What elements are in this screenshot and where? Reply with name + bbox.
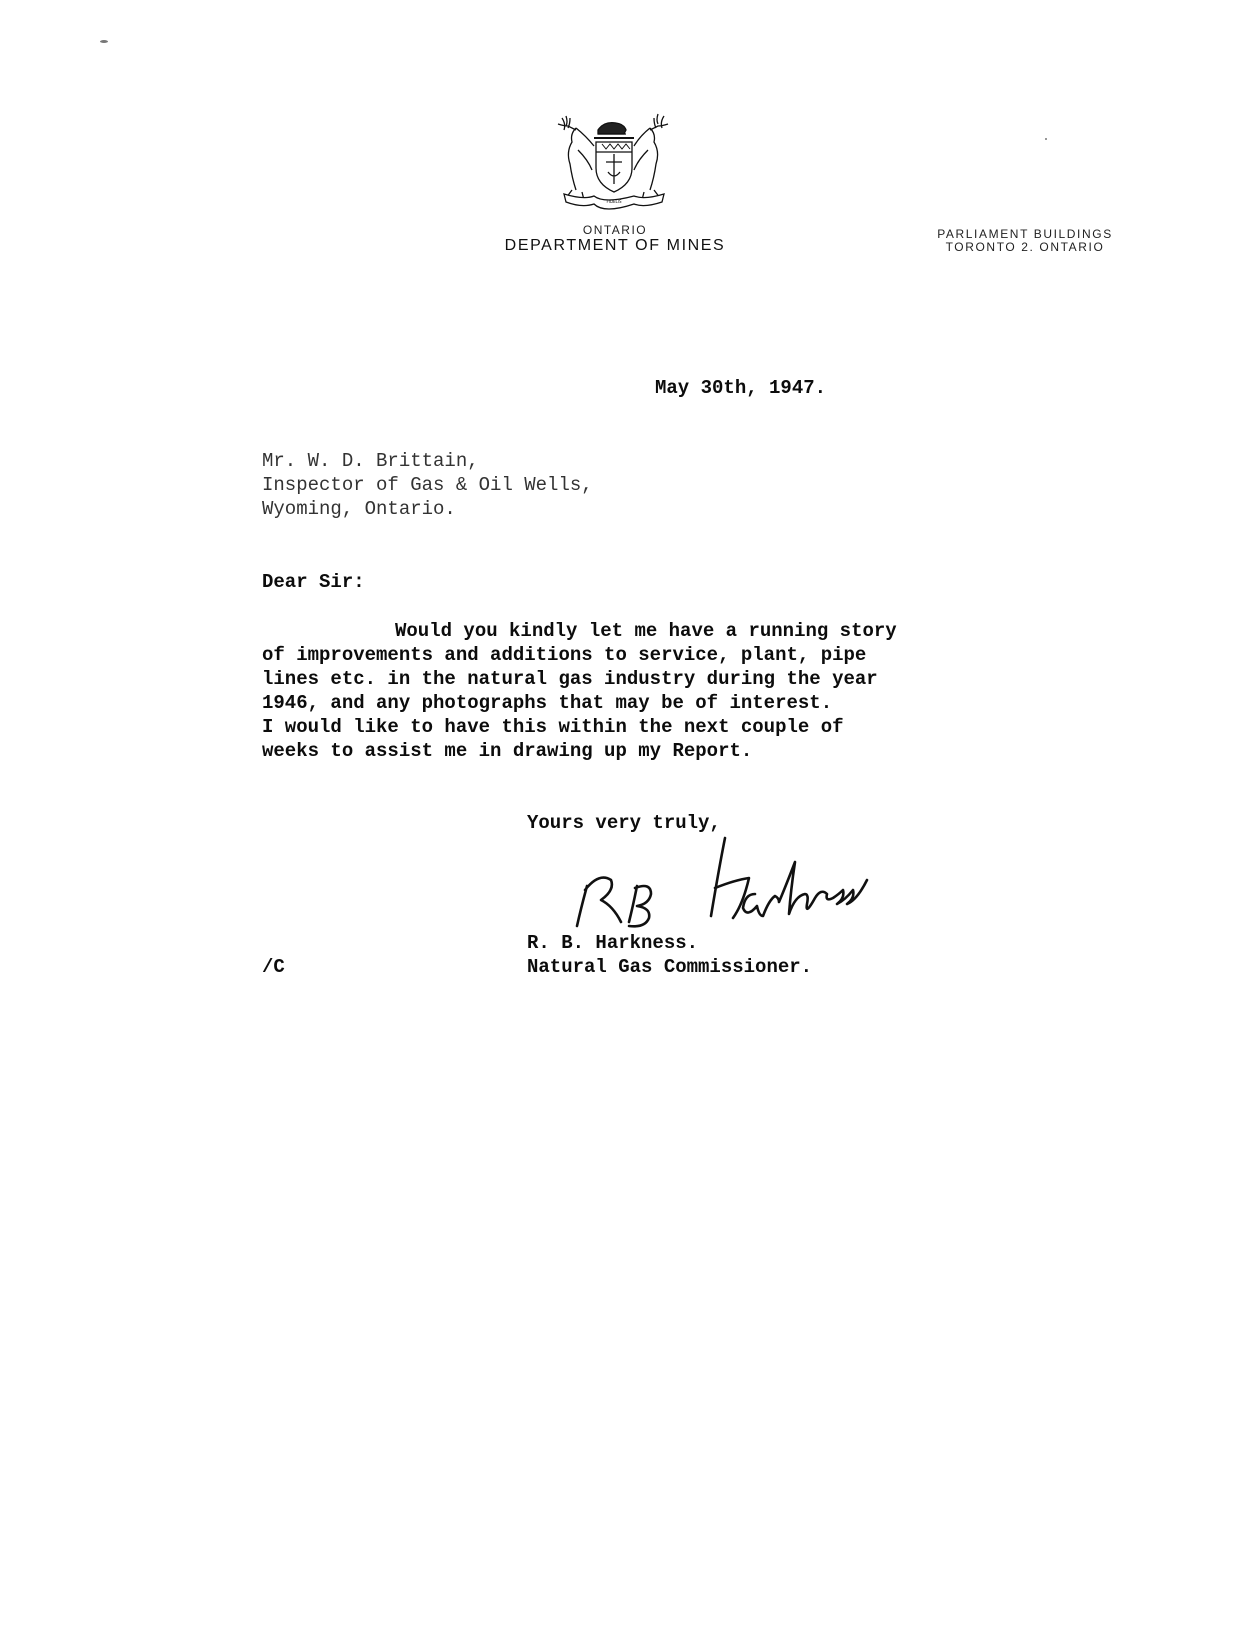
letter-date: May 30th, 1947. [655, 377, 827, 399]
salutation: Dear Sir: [262, 571, 365, 593]
recipient-title: Inspector of Gas & Oil Wells, [262, 474, 593, 496]
letterhead-province: ONTARIO [582, 223, 648, 237]
letterhead-address-line2: TORONTO 2. ONTARIO [945, 240, 1105, 254]
closing: Yours very truly, [527, 812, 721, 834]
body-line: Would you kindly let me have a running story [395, 620, 897, 642]
body-line: 1946, and any photographs that may be of interest. [262, 692, 833, 714]
body-line: I would like to have this within the next couple of [262, 716, 844, 738]
body-line: weeks to assist me in drawing up my Report. [262, 740, 753, 762]
coat-of-arms-icon [554, 110, 674, 212]
typist-initials: /C [262, 956, 285, 978]
body-line: lines etc. in the natural gas industry during the year [262, 668, 878, 690]
signer-title: Natural Gas Commissioner. [527, 956, 813, 978]
paper-speck [100, 40, 108, 43]
recipient-location: Wyoming, Ontario. [262, 498, 456, 520]
svg-text:FIDELIS: FIDELIS [606, 199, 622, 204]
body-line: of improvements and additions to service, plant, pipe [262, 644, 867, 666]
paper-speck [1045, 138, 1047, 140]
letterhead-address-line1: PARLIAMENT BUILDINGS [937, 227, 1113, 241]
signer-name: R. B. Harkness. [527, 932, 699, 954]
recipient-name: Mr. W. D. Brittain, [262, 450, 479, 472]
handwritten-signature [565, 834, 945, 939]
letterhead-department: DEPARTMENT OF MINES [504, 237, 726, 254]
